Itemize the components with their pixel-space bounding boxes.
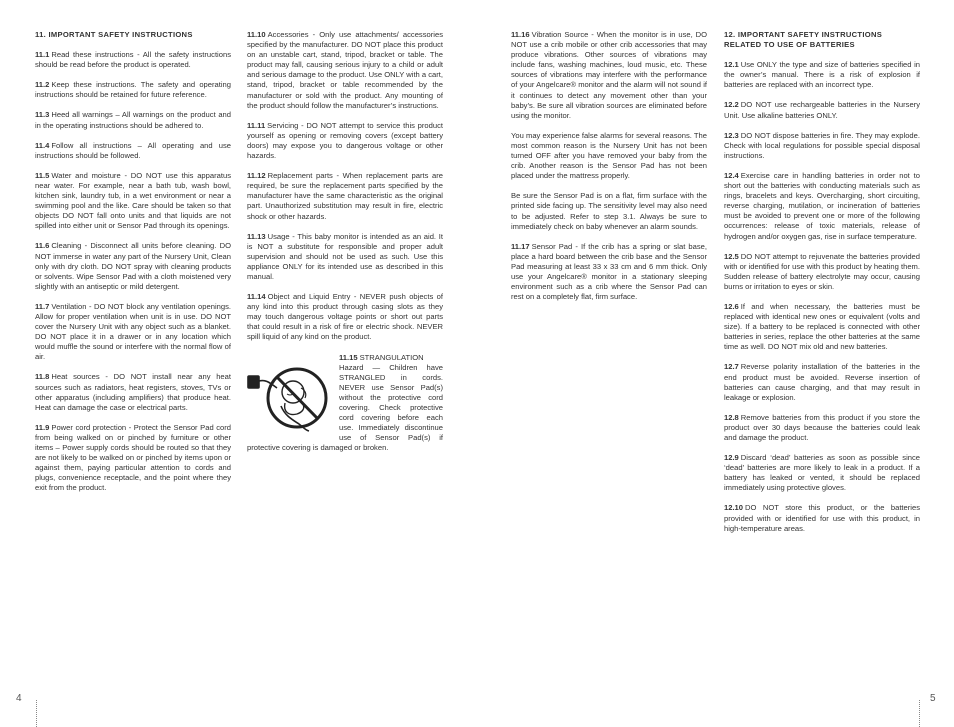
instruction-11-4: 11.4 Follow all instructions – All operating and use instructions should be followed. bbox=[35, 140, 231, 160]
instruction-12-3: 12.3 DO NOT dispose batteries in fire. They may explode. Check with local regulations for possible special disposal instructions. bbox=[724, 130, 920, 160]
column-2 bbox=[247, 30, 443, 463]
instruction-11-2: 11.2 Keep these instructions. The safety and operating instructions should be retained for future reference. bbox=[35, 80, 231, 100]
instruction-11-11: 11.11 Servicing - DO NOT attempt to service this product yourself as opening or removing covers (except battery doors) may expose you to dangerous voltage or other hazards. bbox=[247, 120, 443, 161]
page-number-right: 5 bbox=[930, 693, 936, 704]
instruction-12-5: 12.5 DO NOT attempt to rejuvenate the batteries provided with or identified for use with this product by heating them. Sudden release of battery electrolyte may occur, causing burns or irritation to eyes or skin. bbox=[724, 251, 920, 291]
instruction-11-16: 11.16 Vibration Source - When the monitor is in use, DO NOT use a crib mobile or other crib accessories that may produce vibrations. Other sources of vibrations may include fans, washing machines, loud music, etc. These sources of vibrations may interfere with the performance of your Angelcare® monitor and the alarm will not sound if it continues to detect any movement other than your baby’s. Be sure all vibration sources are eliminated before using the monitor. bbox=[511, 30, 707, 120]
instruction-12-2: 12.2 DO NOT use rechargeable batteries in the Nursery Unit. Use alkaline batteries ONLY. bbox=[724, 100, 920, 120]
instruction-11-5: 11.5 Water and moisture - DO NOT use this apparatus near water. For example, near a bath tub, wash bowl, kitchen sink, laundry tub, in a wet environment or near a swimming pool and the like. Care should be taken so that objects DO NOT fall onto units and that liquids are not spilled into either unit or Sensor Pad through its openings. bbox=[35, 170, 231, 231]
instruction-12-1: 12.1 Use ONLY the type and size of batteries specified in the owner’s manual. There is a risk of explosion if batteries are replaced with an incorrect type. bbox=[724, 60, 920, 90]
fold-guide-right bbox=[919, 700, 920, 727]
instruction-11-13: 11.13 Usage - This baby monitor is intended as an aid. It is NOT a substitute for responsible and proper adult supervision and should not be used as such. Use this appliance ONLY for its intended use as described in this manual. bbox=[247, 231, 443, 281]
instruction-11-7: 11.7 Ventilation - DO NOT block any ventilation openings. Allow for proper ventilation when unit is in use. DO NOT cover the Nursery Unit with any object such as a blanket. DO NOT place it in a drawer or in any location which would muffle the sound or interfere with the normal flow of air. bbox=[35, 301, 231, 362]
instruction-11-6: 11.6 Cleaning - Disconnect all units before cleaning. DO NOT immerse in water any part of the Nursery Unit, Clean only with dry cloth. DO NOT spray with cleaning products or solvents. Wipe Sensor Pad with a cloth moistened very slightly with an antiseptic or mild detergent. bbox=[35, 241, 231, 291]
instruction-12-7: 12.7 Reverse polarity installation of the batteries in the end product must be avoided. Reverse insertion of batteries can cause charging, and that may result in leakage or explosion. bbox=[724, 362, 920, 402]
false-alarm-paragraph: You may experience false alarms for several reasons. The most common reason is the Nursery Unit has not been turned OFF after you have removed your baby from the crib. Another reason is the Sensor Pad has not been placed under the mattress properly. bbox=[511, 130, 707, 181]
instruction-11-17: 11.17 Sensor Pad - If the crib has a spring or slat base, place a hard board between the crib base and the Sensor Pad measuring at least 33 x 33 cm and 6 mm thick. Only use your Angelcare® monitor in a stationary sleeping environment such as a crib where the Sensor Pad can rest on a completely flat, firm surface. bbox=[511, 241, 707, 302]
column-3 bbox=[511, 30, 707, 312]
instruction-11-14: 11.14 Object and Liquid Entry - NEVER push objects of any kind into this product through casing slots as they may touch dangerous voltage points or short out parts that could result in a risk of fire or electric shock. NEVER spill liquid of any kind on the product. bbox=[247, 292, 443, 342]
instruction-12-4: 12.4 Exercise care in handling batteries in order not to short out the batteries with conducting materials such as rings, bracelets and keys. Overcharging, short circuiting, reverse charging, mutilation, or incineration of batteries must be avoided to prevent one or more of the following occurrences: release of toxic materials, release of hydrogen and/or oxygen gas, rise in surface temperature. bbox=[724, 170, 920, 241]
instruction-11-8: 11.8 Heat sources - DO NOT install near any heat sources such as radiators, heat registers, stoves, TVs or other apparatus (including amplifiers) that produce heat. Heat can damage the case or electrical parts. bbox=[35, 372, 231, 412]
instruction-12-6: 12.6 If and when necessary, the batteries must be replaced with identical new ones or equivalent (volts and size). If a battery to be replaced is connected with other batteries in series, replace the other batteries at the same time as well. DO NOT mix old and new batteries. bbox=[724, 301, 920, 352]
sensor-pad-paragraph: Be sure the Sensor Pad is on a flat, firm surface with the printed side facing up. The sensitivity level may also need to be adjusted. Refer to step 3.1. Always be sure to immediately check on baby whenever an alarm sounds. bbox=[511, 191, 707, 231]
section-heading: 11. IMPORTANT SAFETY INSTRUCTIONS bbox=[35, 30, 193, 39]
instruction-11-15: 11.15 STRANGULATION Hazard — Children have STRANGLED in cords. NEVER use Sensor Pad(s) without the protective cord covering. Check protective cord covering before each use. Immediately discontinue use of Sensor Pad(s) if protective covering is damaged or broken. bbox=[247, 352, 443, 453]
instruction-11-12: 11.12 Replacement parts - When replacement parts are required, be sure the replacement parts specified by the manufacturer have the same characteristic as the original part. Unauthorized substitution may result in fire, electric shock or other hazards. bbox=[247, 171, 443, 221]
instruction-11-10: 11.10 Accessories - Only use attachments/ accessories specified by the manufacturer. DO NOT place this product on an unstable cart, stand, tripod, bracket or table. The product may fall, causing serious injury to a child or adult and serious damage to the product. Use ONLY with a cart, stand, tripod, bracket or table recommended by the manufacturer or sold with the product. Any mounting of the product should follow the manufacturer’s instructions. bbox=[247, 30, 443, 110]
strangulation-warning-icon bbox=[247, 354, 335, 434]
section-heading: 12. IMPORTANT SAFETY INSTRUCTIONS RELATED TO USE OF BATTERIES bbox=[724, 30, 883, 50]
page-number-left: 4 bbox=[16, 693, 22, 704]
instruction-12-9: 12.9 Discard ‘dead’ batteries as soon as possible since ‘dead’ batteries are more likely to leak in a product. If a battery has leaked or vented, it should be replaced immediately using protective gloves. bbox=[724, 453, 920, 493]
instruction-12-10: 12.10 DO NOT store this product, or the batteries provided with or identified for use with this product, in high-temperature areas. bbox=[724, 503, 920, 533]
instruction-12-8: 12.8 Remove batteries from this product if you store the product over 30 days because the batteries could leak and damage the product. bbox=[724, 412, 920, 442]
column-4 bbox=[724, 30, 920, 544]
instruction-11-9: 11.9 Power cord protection - Protect the Sensor Pad cord from being walked on or pinched by furniture or other items – Power supply cords should be routed so that they are not likely to be walked on or pinched by items upon or against them, paying particular attention to cords and plugs, convenience receptacle, and the point where they exit from the product. bbox=[35, 422, 231, 493]
instruction-11-3: 11.3 Heed all warnings – All warnings on the product and in the operating instructions should be adhered to. bbox=[35, 110, 231, 130]
fold-guide-left bbox=[36, 700, 37, 727]
instruction-11-1: 11.1 Read these instructions - All the safety instructions should be read before the product is operated. bbox=[35, 50, 231, 70]
column-1 bbox=[35, 30, 231, 503]
